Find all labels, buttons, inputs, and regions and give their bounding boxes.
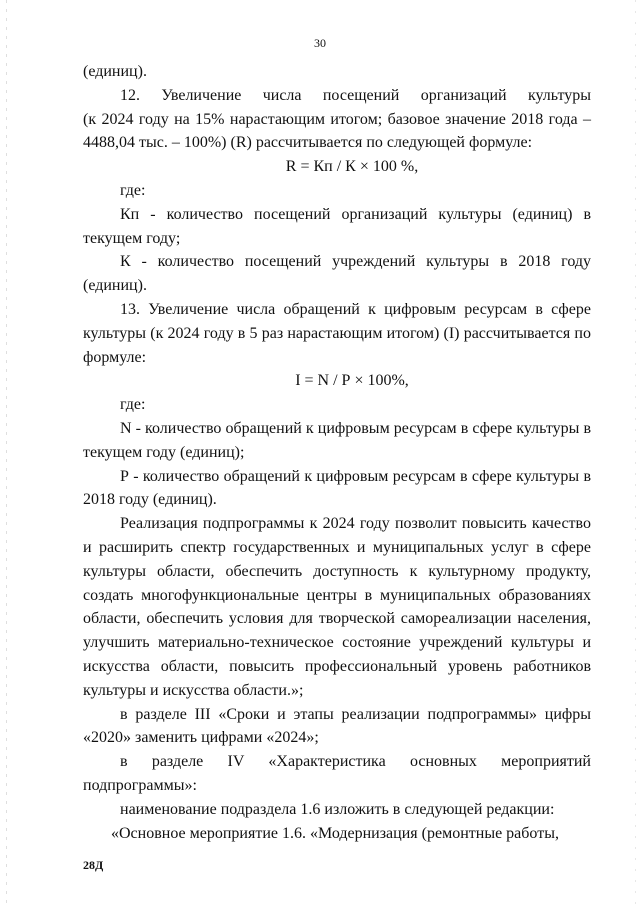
- paragraph-units: (единиц).: [83, 63, 147, 80]
- scan-edge-left: [6, 0, 7, 905]
- definition-n: N - количество обращений к цифровым ресурсам в сфере культуры в текущем году (единиц);: [83, 419, 591, 461]
- formula-r: R = Кп / К × 100 %,: [285, 158, 419, 176]
- definition-p: Р - количество обращений к цифровым ресурсам в сфере культуры в 2018 году (единиц).: [83, 467, 591, 509]
- where-label-1: где:: [120, 181, 146, 199]
- subsection-title-amendment: наименование подраздела 1.6 изложить в следующей редакции:: [120, 800, 555, 818]
- main-activity-1-6: «Основное мероприятие 1.6. «Модернизация (ремонтные работы,: [111, 824, 559, 842]
- definition-k: К - количество посещений учреждений культуры в 2018 году (единиц).: [83, 253, 591, 295]
- section-iv-amendment: в разделе IV «Характеристика основных мероприятий: [120, 753, 591, 771]
- document-body: [83, 60, 591, 845]
- item-13-text: 13. Увеличение числа обращений к цифровым ресурсам в сфере культуры (к 2024 году в 5 раз нарастающим итогом) (I) рассчитывается по формуле:: [83, 300, 591, 366]
- definition-kp: Кп - количество посещений организаций культуры (единиц) в текущем году;: [83, 205, 591, 247]
- scan-edge-right: [635, 0, 636, 905]
- section-iv-amendment-continued: подпрограммы»:: [83, 776, 197, 794]
- item-12-text: (к 2024 году на 15% нарастающим итогом; базовое значение 2018 года – 4488,04 тыс. – 100%) (R) рассчитывается по следующей формуле:: [83, 110, 591, 152]
- item-12-heading: 12. Увеличение числа посещений организаций культуры: [120, 86, 591, 104]
- where-label-2: где:: [120, 396, 146, 414]
- implementation-paragraph: Реализация подпрограммы к 2024 году позволит повысить качество и расширить спектр государственных и муниципальных услуг в сфере культуры области, обеспечить доступность к культурному продукту, создать многофункциональные центры в муниципальных образованиях области, обеспечить условия для творческой самореализации населения, улучшить материально-техническое состояние учреждений культуры и искусства области, повысить профессиональный уровень работников культуры и искусства области.»;: [83, 515, 591, 699]
- formula-i: I = N / Р × 100%,: [295, 372, 409, 390]
- section-iii-amendment: в разделе III «Сроки и этапы реализации подпрограммы» цифры «2020» заменить цифрами «2024»;: [83, 705, 591, 747]
- page-number: 30: [314, 36, 326, 50]
- footer-document-code: 28Д: [83, 858, 104, 872]
